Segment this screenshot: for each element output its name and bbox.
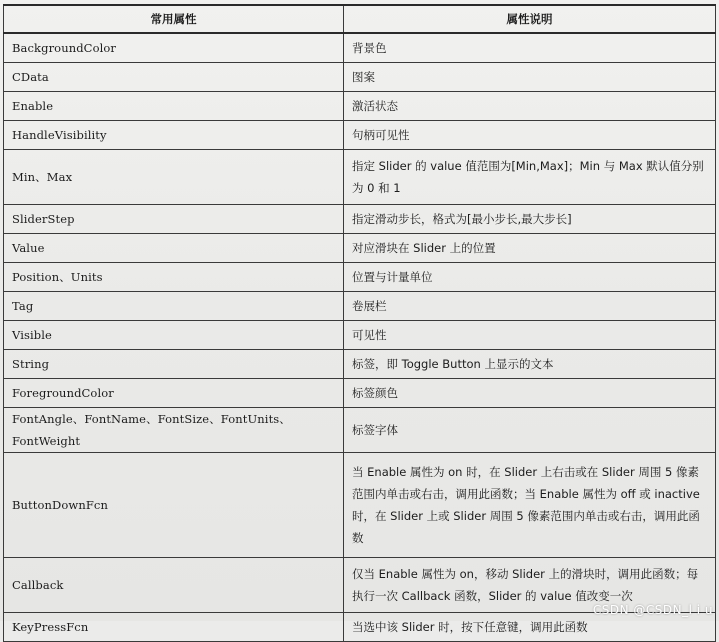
table-row bbox=[4, 150, 716, 205]
header-description: 属性说明 bbox=[344, 5, 716, 33]
property-name: Tag bbox=[4, 292, 344, 321]
property-description: 标签字体 bbox=[344, 408, 716, 453]
table-row bbox=[4, 263, 716, 292]
property-name: Enable bbox=[4, 92, 344, 121]
table-row bbox=[4, 33, 716, 63]
property-name: SliderStep bbox=[4, 205, 344, 234]
property-name: BackgroundColor bbox=[4, 33, 344, 63]
property-description: 卷展栏 bbox=[344, 292, 716, 321]
table-row bbox=[4, 205, 716, 234]
property-description: 句柄可见性 bbox=[344, 121, 716, 150]
property-name: String bbox=[4, 350, 344, 379]
property-description: 当 Enable 属性为 on 时，在 Slider 上右击或在 Slider 周围 5 像素范围内单击或右击，调用此函数；当 Enable 属性为 off 或 inactive 时，在 Slider 上或 Slider 周围 5 像素范围内单击或右击，调用此函数 bbox=[344, 453, 716, 558]
property-name: CData bbox=[4, 63, 344, 92]
table-header-row bbox=[4, 5, 716, 33]
property-description: 标签颜色 bbox=[344, 379, 716, 408]
header-property: 常用属性 bbox=[4, 5, 344, 33]
property-description: 位置与计量单位 bbox=[344, 263, 716, 292]
table-row bbox=[4, 379, 716, 408]
table-row bbox=[4, 121, 716, 150]
property-name: Min、Max bbox=[4, 150, 344, 205]
property-name: FontAngle、FontName、FontSize、FontUnits、FontWeight bbox=[4, 408, 344, 453]
table-row bbox=[4, 234, 716, 263]
property-description: 仅当 Enable 属性为 on，移动 Slider 上的滑块时，调用此函数；每执行一次 Callback 函数，Slider 的 value 值改变一次 bbox=[344, 558, 716, 613]
table-row bbox=[4, 321, 716, 350]
property-description: 可见性 bbox=[344, 321, 716, 350]
property-name: HandleVisibility bbox=[4, 121, 344, 150]
properties-table bbox=[3, 4, 716, 642]
table-row bbox=[4, 453, 716, 558]
property-name: Position、Units bbox=[4, 263, 344, 292]
property-description: 激活状态 bbox=[344, 92, 716, 121]
property-description: 当选中该 Slider 时，按下任意键，调用此函数 bbox=[344, 613, 716, 642]
property-name: ForegroundColor bbox=[4, 379, 344, 408]
property-description: 指定滑动步长，格式为[最小步长,最大步长] bbox=[344, 205, 716, 234]
property-name: KeyPressFcn bbox=[4, 613, 344, 642]
table-row bbox=[4, 350, 716, 379]
property-name: Value bbox=[4, 234, 344, 263]
property-description: 对应滑块在 Slider 上的位置 bbox=[344, 234, 716, 263]
property-name: ButtonDownFcn bbox=[4, 453, 344, 558]
property-description: 背景色 bbox=[344, 33, 716, 63]
property-description: 标签，即 Toggle Button 上显示的文本 bbox=[344, 350, 716, 379]
table-row bbox=[4, 292, 716, 321]
table-row bbox=[4, 408, 716, 453]
property-description: 指定 Slider 的 value 值范围为[Min,Max]；Min 与 Max 默认值分别为 0 和 1 bbox=[344, 150, 716, 205]
property-name: Visible bbox=[4, 321, 344, 350]
property-description: 图案 bbox=[344, 63, 716, 92]
table-row bbox=[4, 63, 716, 92]
table-row bbox=[4, 92, 716, 121]
watermark: CSDN @CSDN_l i u bbox=[592, 603, 713, 617]
property-name: Callback bbox=[4, 558, 344, 613]
